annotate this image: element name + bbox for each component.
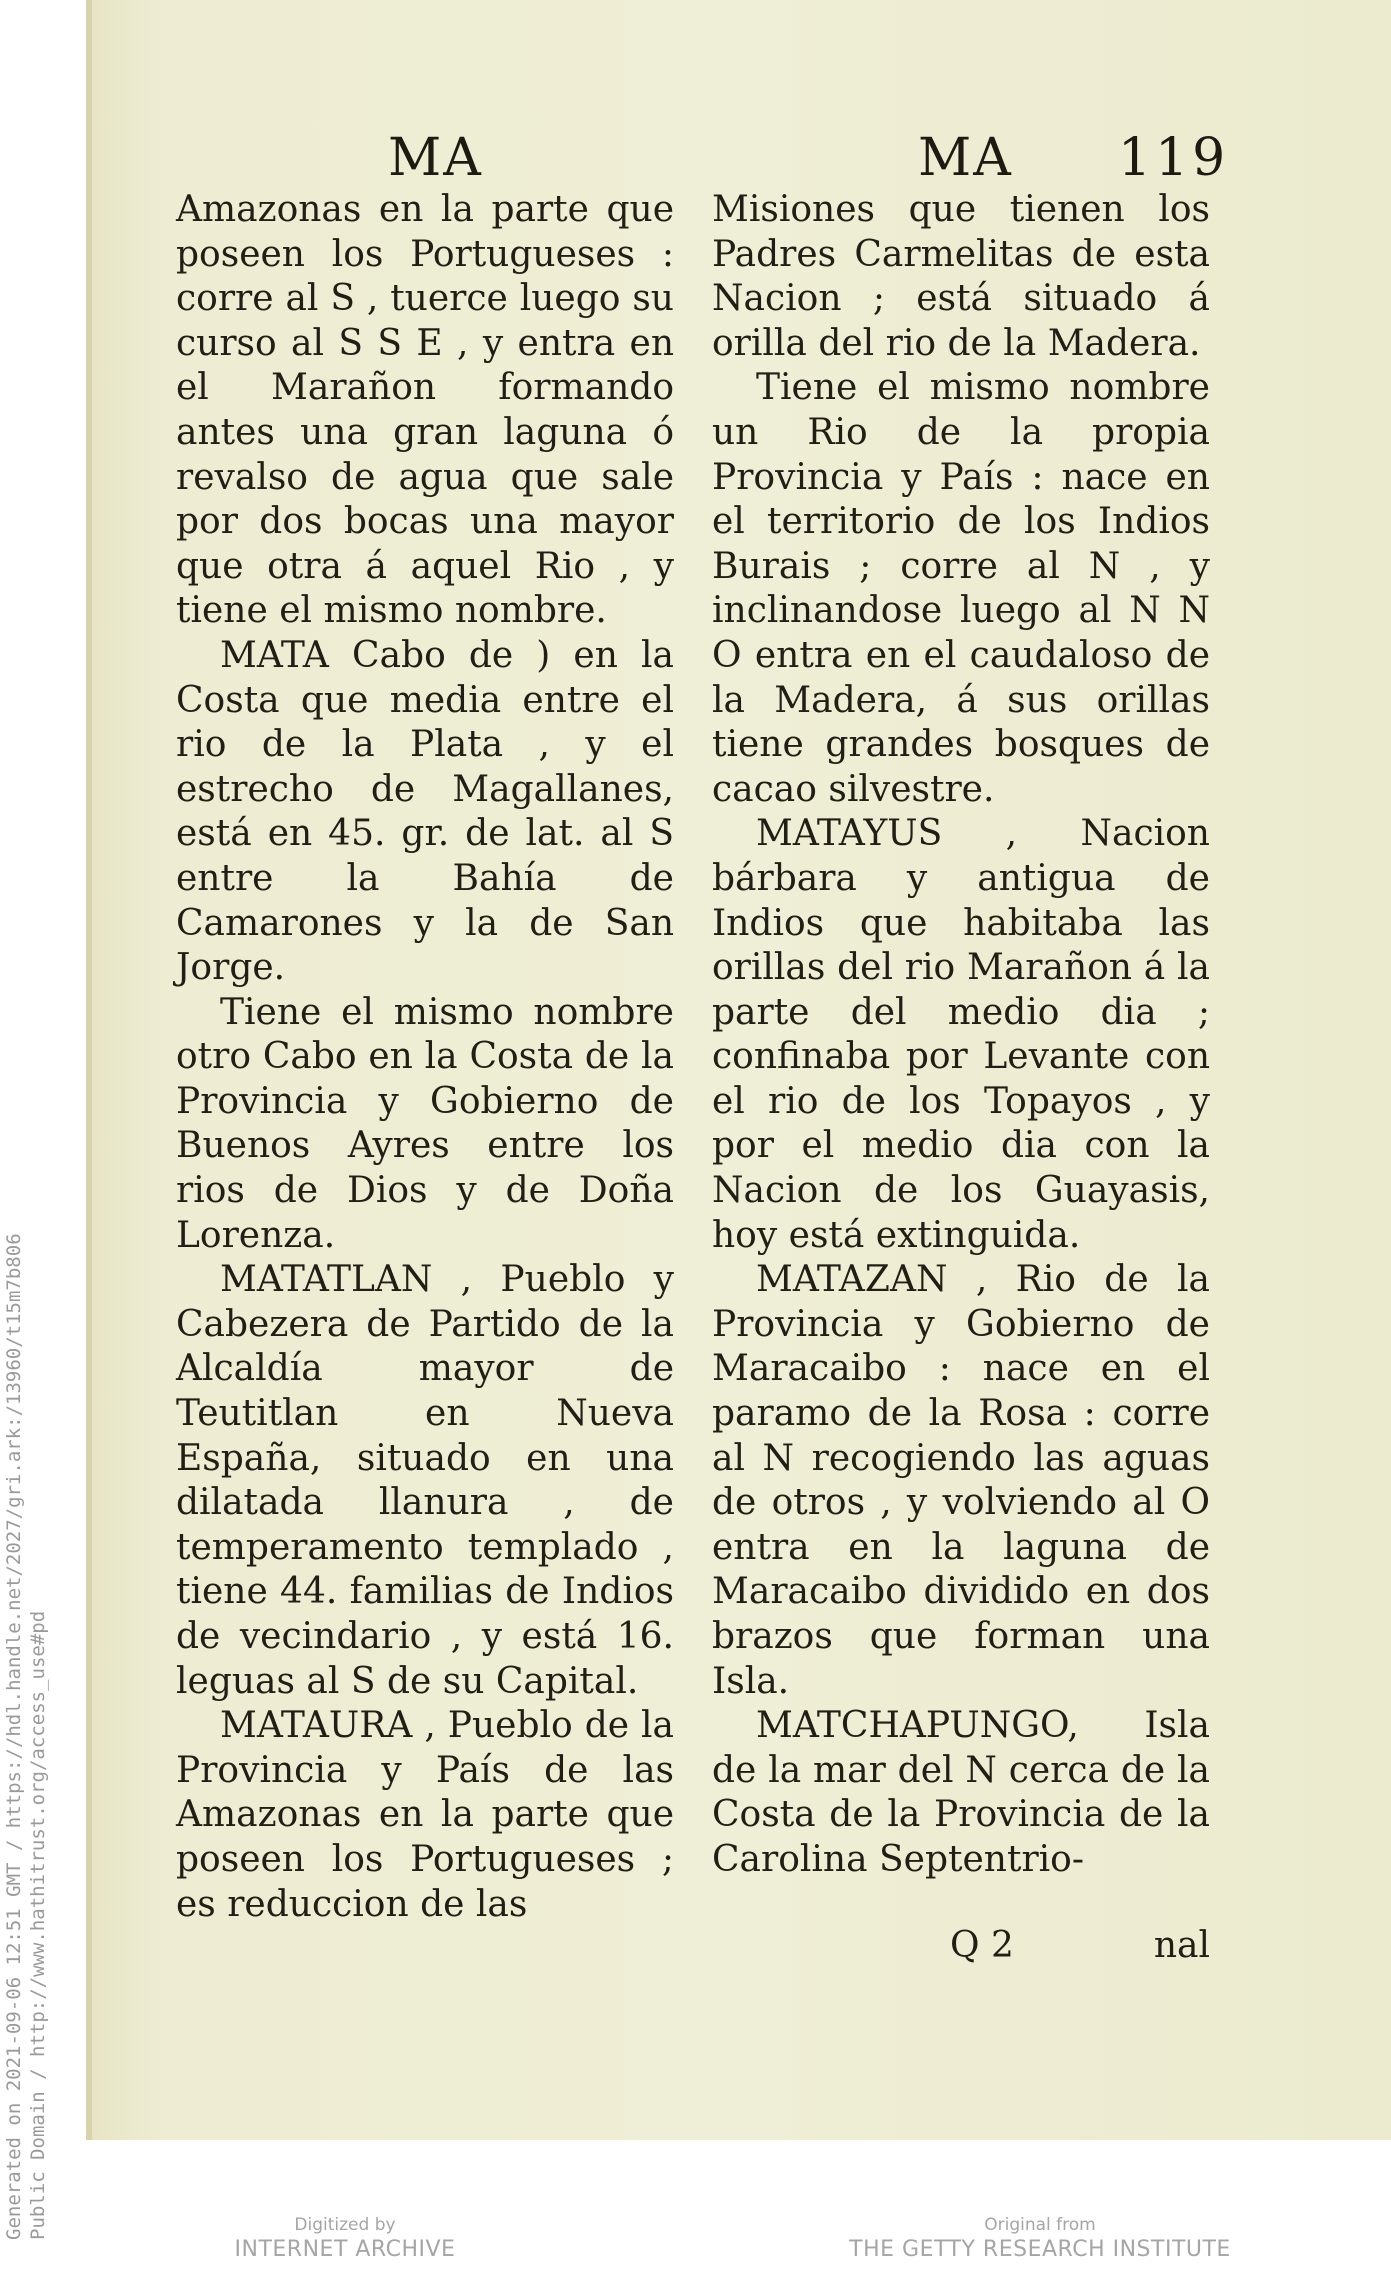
digitizer-credit: [200, 2214, 490, 2264]
getty-institute-logo: THE GETTY RESEARCH INSTITUTE: [849, 2237, 1231, 2262]
paragraph: Misiones que tienen los Padres Carmelitas de esta Nacion ; está situado á orilla del rio de la Madera.: [712, 189, 1210, 364]
paragraph: MATA Cabo de ) en la Costa que media entre el rio de la Plata , y el estrecho de Magallanes, está en 45. gr. de lat. al S entre la Bahía de Camarones y la de San Jorge.: [176, 634, 674, 989]
generated-notice: Generated on 2021-09-06 12:51 GMT / https://hdl.handle.net/2027/gri.ark:/13960/t15m7b806: [3, 1233, 25, 2240]
running-head-left: MA: [388, 128, 483, 188]
paragraph: Tiene el mismo nombre un Rio de la propia Provincia y País : nace en el territorio de los Indios Burais ; corre al N , y inclinandose luego al N N O entra en el caudaloso de la Madera, á sus orillas tiene grandes bosques de cacao silvestre.: [712, 367, 1210, 810]
running-head-right: MA: [918, 128, 1013, 188]
paragraph: Tiene el mismo nombre otro Cabo en la Costa de la Provincia y Gobierno de Buenos Ayres entre los rios de Dios y de Doña Lorenza.: [176, 991, 674, 1256]
paragraph: MATATLAN , Pueblo y Cabezera de Partido de la Alcaldía mayor de Teutitlan en Nueva España, situado en una dilatada llanura , de temperamento templado , tiene 44. familias de Indios de vecindario , y está 16. leguas al S de su Capital.: [176, 1259, 674, 1702]
provenance-sidebar: [2, 1160, 58, 2240]
page-edge-shadow: [86, 0, 92, 2140]
original-source-credit: [840, 2214, 1240, 2264]
public-domain-notice: Public Domain / http://www.hathitrust.org/access_use#pd: [27, 1610, 49, 2240]
paragraph: MATAZAN , Rio de la Provincia y Gobierno de Maracaibo : nace en el paramo de la Rosa : corre al N recogiendo las aguas de otros , y volviendo al O entra en la laguna de Maracaibo dividido en dos brazos que forman una Isla.: [712, 1259, 1210, 1702]
signature-mark: Q 2: [950, 1925, 1014, 1966]
original-from-label: Original from: [984, 2215, 1096, 2235]
paragraph: MATAYUS , Nacion bárbara y antigua de Indios que habitaba las orillas del rio Marañon á la parte del medio dia ; confinaba por Levante con el rio de los Topayos , y por el medio dia con la Nacion de los Guayasis, hoy está extinguida.: [712, 813, 1210, 1256]
paragraph: MATAURA , Pueblo de la Provincia y País de las Amazonas en la parte que poseen los Portugueses ; es reduccion de las: [176, 1705, 674, 1925]
left-text-column: [176, 188, 674, 1927]
paragraph: Amazonas en la parte que poseen los Portugueses : corre al S , tuerce luego su curso al S S E , y entra en el Marañon formando antes una gran laguna ó revalso de agua que sale por dos bocas una mayor que otra á aquel Rio , y tiene el mismo nombre.: [176, 189, 674, 632]
page-number: 119: [1118, 128, 1230, 188]
right-text-column: [712, 188, 1210, 1883]
internet-archive-logo: INTERNET ARCHIVE: [234, 2237, 456, 2262]
catchword: nal: [1153, 1925, 1210, 1966]
paragraph: MATCHAPUNGO, Isla de la mar del N cerca de la Costa de la Provincia de la Carolina Septentrio-: [712, 1705, 1210, 1880]
digitized-by-label: Digitized by: [294, 2215, 396, 2235]
